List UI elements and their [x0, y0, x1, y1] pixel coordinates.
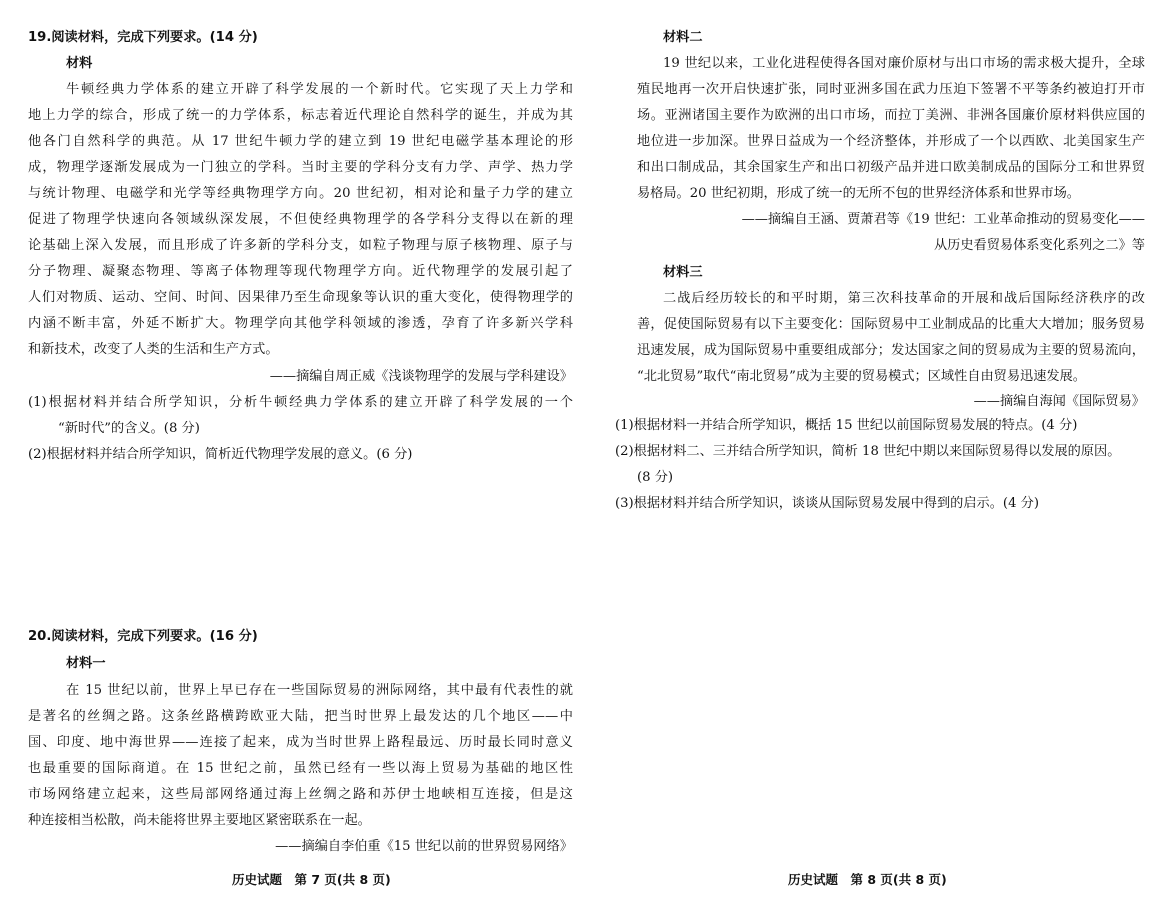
q19-material-line: 促进了物理学快速向各领域纵深发展，不但使经典物理学的各学科分支得以在新的理 — [28, 212, 573, 227]
q20-material-line: 国、印度、地中海世界——连接了起来，成为当时世界上路程最远、历时最长同时意义 — [28, 735, 573, 750]
material-3-line: 二战后经历较长的和平时期，第三次科技革命的开展和战后国际经济秩序的改 — [663, 291, 1145, 306]
q19-material-line: 分子物理、凝聚态物理、等离子体物理等现代物理学方向。近代物理学的发展引起了 — [28, 264, 573, 279]
q20-heading: 20.阅读材料，完成下列要求。(16 分) — [28, 629, 258, 644]
q19-heading: 19.阅读材料，完成下列要求。(14 分) — [28, 30, 258, 45]
q20-question-3: (3)根据材料并结合所学知识，谈谈从国际贸易发展中得到的启示。(4 分) — [615, 496, 1039, 511]
material-2-line: 殖民地再一次开启快速扩张，同时亚洲多国在武力压迫下签署不平等条约被迫打开市 — [637, 82, 1145, 97]
q20-question-2-cont: (8 分) — [637, 470, 674, 485]
material-3-label: 材料三 — [663, 265, 703, 280]
q20-material-1-label: 材料一 — [66, 656, 106, 671]
material-2-line: 和出口制成品，其余国家生产和出口初级产品并进口欧美制成品的国际分工和世界贸 — [637, 160, 1145, 175]
q19-material-line: 和新技术，改变了人类的生活和生产方式。 — [28, 342, 279, 357]
q19-material-line: 他各门自然科学的典范。从 17 世纪牛顿力学的建立到 19 世纪电磁学基本理论的形 — [28, 134, 573, 149]
q19-material-line: 内涵不断丰富，外延不断扩大。物理学向其他学科领域的渗透，孕育了许多新兴学科 — [28, 316, 573, 331]
q19-material-label: 材料 — [66, 56, 93, 71]
material-3-line: 迅速发展，成为国际贸易中重要组成部分；发达国家之间的贸易成为主要的贸易流向， — [637, 343, 1145, 358]
material-3-source: ——摘编自海闻《国际贸易》 — [973, 394, 1145, 409]
q19-source: ——摘编自周正威《浅谈物理学的发展与学科建设》 — [269, 369, 573, 384]
material-2-line: 易格局。20 世纪初期，形成了统一的无所不包的世界经济体系和世界市场。 — [637, 186, 1080, 201]
q20-question-2: (2)根据材料二、三并结合所学知识，简析 18 世纪中期以来国际贸易得以发展的原因。 — [615, 444, 1121, 459]
q19-material-line: 与统计物理、电磁学和光学等经典物理学方向。20 世纪初，相对论和量子力学的建立 — [28, 186, 573, 201]
q19-question-1: (1)根据材料并结合所学知识，分析牛顿经典力学体系的建立开辟了科学发展的一个 — [28, 395, 573, 410]
q19-material-line: 人们对物质、运动、空间、时间、因果律乃至生命现象等认识的重大变化，使得物理学的 — [28, 290, 573, 305]
material-2-source-cont: 从历史看贸易体系变化系列之二》等 — [934, 238, 1145, 253]
material-2-line: 19 世纪以来，工业化进程使得各国对廉价原材与出口市场的需求极大提升，全球 — [663, 56, 1145, 71]
page-footer-right: 历史试题 第 8 页(共 8 页) — [788, 872, 947, 887]
q20-source: ——摘编自李伯重《15 世纪以前的世界贸易网络》 — [275, 839, 573, 854]
q19-question-1-cont: “新时代”的含义。(8 分) — [58, 421, 200, 436]
q19-material-line: 地上力学的综合，形成了统一的力学体系，标志着近代理论自然科学的诞生，并成为其 — [28, 108, 573, 123]
q20-material-line: 市场网络建立起来，这些局部网络通过海上丝绸之路和苏伊士地峡相互连接，但是这 — [28, 787, 573, 802]
material-2-line: 场。亚洲诸国主要作为欧洲的出口市场，而拉丁美洲、非洲各国廉价原材料供应国的 — [637, 108, 1145, 123]
q19-material-line: 牛顿经典力学体系的建立开辟了科学发展的一个新时代。它实现了天上力学和 — [66, 82, 573, 97]
q19-question-2: (2)根据材料并结合所学知识，简析近代物理学发展的意义。(6 分) — [28, 447, 413, 462]
q20-material-line: 种连接相当松散，尚未能将世界主要地区紧密联系在一起。 — [28, 813, 371, 828]
q20-material-line: 是著名的丝绸之路。这条丝路横跨欧亚大陆，把当时世界上最发达的几个地区——中 — [28, 709, 573, 724]
material-3-line: 善，促使国际贸易有以下主要变化：国际贸易中工业制成品的比重大大增加；服务贸易 — [637, 317, 1145, 332]
q20-question-1: (1)根据材料一并结合所学知识，概括 15 世纪以前国际贸易发展的特点。(4 分) — [615, 418, 1078, 433]
material-3-line: “北北贸易”取代“南北贸易”成为主要的贸易模式；区域性自由贸易迅速发展。 — [637, 369, 1086, 384]
material-2-source: ——摘编自王涵、贾萧君等《19 世纪：工业革命推动的贸易变化—— — [741, 212, 1145, 227]
material-2-label: 材料二 — [663, 30, 703, 45]
q20-material-line: 也最重要的国际商道。在 15 世纪之前，虽然已经有一些以海上贸易为基础的地区性 — [28, 761, 573, 776]
material-2-line: 地位进一步加深。世界日益成为一个经济整体，并形成了一个以西欧、北美国家生产 — [637, 134, 1145, 149]
q20-material-line: 在 15 世纪以前，世界上早已存在一些国际贸易的洲际网络，其中最有代表性的就 — [66, 683, 573, 698]
page-footer-left: 历史试题 第 7 页(共 8 页) — [232, 872, 391, 887]
q19-material-line: 论基础上深入发展，而且形成了许多新的学科分支，如粒子物理与原子核物理、原子与 — [28, 238, 573, 253]
q19-material-line: 成，物理学逐渐发展成为一门独立的学科。当时主要的学科分支有力学、声学、热力学 — [28, 160, 573, 175]
